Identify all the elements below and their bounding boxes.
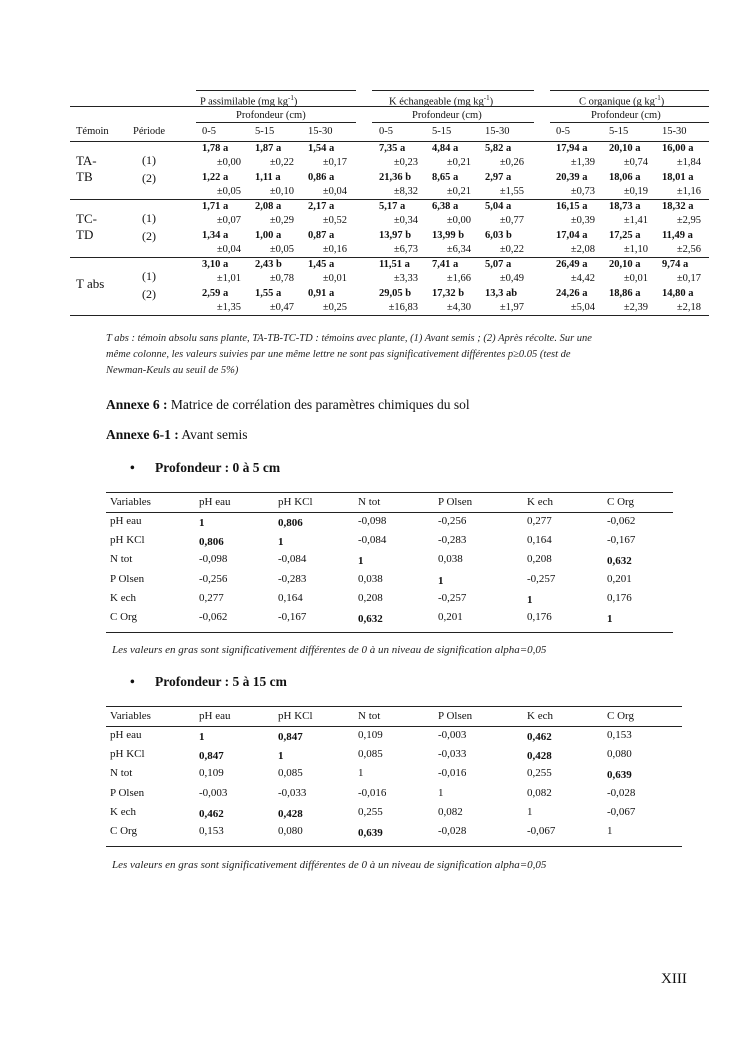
mean-value: 5,17 a: [379, 201, 406, 212]
depth-col-header: 5-15: [255, 126, 275, 137]
sd-value: ±0,05: [216, 186, 241, 197]
periode-label: (1): [142, 211, 156, 225]
sd-value: ±0,22: [269, 157, 294, 168]
mean-value: 17,04 a: [556, 230, 588, 241]
mean-value: 6,38 a: [432, 201, 459, 212]
mean-value: 3,10 a: [202, 259, 229, 270]
periode-label: (2): [142, 229, 156, 243]
sd-value: ±1,16: [676, 186, 701, 197]
sd-value: ±0,01: [322, 273, 347, 284]
mean-value: 18,86 a: [609, 288, 641, 299]
footnote-line: même colonne, les valeurs suivies par une même lettre ne sont pas significativement différentes p≥0.05 (test de: [106, 349, 571, 360]
mean-value: 21,36 b: [379, 172, 412, 183]
depth-col-header: 15-30: [662, 126, 687, 137]
periode-label: (2): [142, 171, 156, 185]
matrix-cell: 0,082: [438, 805, 463, 818]
sd-value: ±1,01: [216, 273, 241, 284]
sd-value: ±1,97: [499, 302, 524, 313]
matrix-cell: -0,257: [527, 572, 556, 585]
depth-col-header: 15-30: [485, 126, 510, 137]
sd-value: ±2,18: [676, 302, 701, 313]
matrix-cell: 0,153: [199, 825, 224, 837]
sd-value: ±0,73: [570, 186, 595, 197]
sd-value: ±2,56: [676, 244, 701, 255]
matrix-row-label: P Olsen: [110, 786, 145, 799]
depth-col-header: 0-5: [202, 126, 216, 137]
matrix-cell: 0,639: [607, 769, 632, 782]
matrix-row-label: C Org: [110, 611, 137, 623]
mean-value: 7,41 a: [432, 259, 459, 270]
mean-value: 17,25 a: [609, 230, 641, 241]
sd-value: ±16,83: [388, 302, 418, 313]
matrix-top-rule: [106, 706, 682, 707]
sd-value: ±0,17: [676, 273, 701, 284]
matrix-row-label: N tot: [110, 553, 133, 566]
matrix-cell: 0,109: [358, 729, 383, 741]
mean-value: 17,94 a: [556, 143, 588, 154]
sd-value: ±0,21: [446, 186, 471, 197]
mean-value: 26,49 a: [556, 259, 588, 270]
matrix-cell: 0,164: [527, 534, 552, 547]
sd-value: ±0,04: [322, 186, 347, 197]
matrix-cell: 0,847: [278, 731, 303, 743]
sd-value: ±1,35: [216, 302, 241, 313]
sd-value: ±2,95: [676, 215, 701, 226]
matrix-cell: 0,085: [358, 748, 383, 761]
matrix-cell: 1: [438, 574, 444, 587]
matrix-cell: -0,084: [358, 534, 387, 547]
matrix-cell: 0,109: [199, 767, 224, 780]
sd-value: ±2,08: [570, 244, 595, 255]
matrix-cell: 0,428: [278, 807, 303, 820]
depth-label-c: Profondeur (cm): [591, 110, 661, 121]
matrix-cell: -0,167: [607, 534, 636, 547]
mean-value: 0,87 a: [308, 230, 335, 241]
periode-label: (1): [142, 269, 156, 283]
sd-value: ±3,33: [393, 273, 418, 284]
matrix-cell: -0,256: [438, 515, 467, 527]
sd-value: ±2,39: [623, 302, 648, 313]
sd-value: ±0,78: [269, 273, 294, 284]
mean-value: 5,04 a: [485, 201, 512, 212]
matrix-cell: 0,462: [199, 807, 224, 820]
periode-label: (2): [142, 287, 156, 301]
mean-value: 1,54 a: [308, 143, 335, 154]
sd-value: ±0,29: [269, 215, 294, 226]
mean-value: 1,11 a: [255, 172, 281, 183]
matrix-cell: 0,277: [527, 515, 552, 527]
matrix-note-0-5: Les valeurs en gras sont significativement différentes de 0 à un niveau de signification alpha=0,05: [112, 644, 547, 656]
matrix-cell: -0,003: [199, 786, 228, 799]
mean-value: 20,10 a: [609, 259, 641, 270]
sd-value: ±6,73: [393, 244, 418, 255]
matrix-cell: -0,016: [438, 767, 467, 780]
matrix-bottom-rule: [106, 632, 673, 633]
matrix-col-header: pH eau: [199, 710, 231, 722]
matrix-cell: -0,257: [438, 591, 467, 604]
matrix-cell: 1: [278, 750, 284, 763]
matrix-cell: -0,283: [438, 534, 467, 547]
mean-value: 11,49 a: [662, 230, 693, 241]
footnote-line: T abs : témoin absolu sans plante, TA-TB-TC-TD : témoins avec plante, (1) Avant semis ; (2) Après récolte. Sur une: [106, 333, 592, 344]
mean-value: 1,71 a: [202, 201, 229, 212]
mean-value: 18,06 a: [609, 172, 641, 183]
temoin-label: TC- TD: [76, 211, 97, 242]
depth-col-header: 0-5: [379, 126, 393, 137]
matrix-cell: -0,016: [358, 786, 387, 799]
matrix-row-label: pH KCl: [110, 748, 145, 761]
sd-value: ±1,39: [570, 157, 595, 168]
matrix-cell: 0,201: [607, 572, 632, 585]
matrix-cell: 0,632: [358, 613, 383, 625]
sd-value: ±0,16: [322, 244, 347, 255]
matrix-cell: -0,098: [199, 553, 228, 566]
matrix-cell: -0,062: [199, 611, 228, 623]
matrix-col-header: C Org: [607, 710, 634, 722]
sd-value: ±0,10: [269, 186, 294, 197]
matrix-cell: -0,256: [199, 572, 228, 585]
matrix-row-label: pH eau: [110, 515, 142, 527]
sd-value: ±0,47: [269, 302, 294, 313]
matrix-cell: 0,255: [527, 767, 552, 780]
mean-value: 24,26 a: [556, 288, 588, 299]
mean-value: 9,74 a: [662, 259, 689, 270]
group-header-c: C organique (g $kg^{-1}$): [579, 94, 665, 108]
mean-value: 14,80 a: [662, 288, 694, 299]
temoin-label: TA- TB: [76, 153, 97, 184]
matrix-cell: 0,277: [199, 591, 224, 604]
matrix-row-label: C Org: [110, 825, 137, 837]
matrix-cell: 1: [358, 767, 364, 780]
matrix-col-header: pH KCl: [278, 496, 313, 508]
matrix-col-header: P Olsen: [438, 710, 473, 722]
matrix-cell: 0,632: [607, 555, 632, 568]
matrix-row-label: pH eau: [110, 729, 142, 741]
periode-label: (1): [142, 153, 156, 167]
footnote-line: Newman-Keuls au seuil de 5%): [106, 365, 239, 376]
matrix-cell: 0,080: [278, 825, 303, 837]
matrix-cell: 0,153: [607, 729, 632, 741]
mean-value: 18,73 a: [609, 201, 641, 212]
mean-value: 16,15 a: [556, 201, 588, 212]
sd-value: ±0,25: [322, 302, 347, 313]
sd-value: ±0,19: [623, 186, 648, 197]
mean-value: 13,3 ab: [485, 288, 518, 299]
matrix-cell: 0,428: [527, 750, 552, 763]
matrix-col-header: C Org: [607, 496, 634, 508]
sd-value: ±0,49: [499, 273, 524, 284]
sd-value: ±0,05: [269, 244, 294, 255]
matrix-cell: 0,082: [527, 786, 552, 799]
mean-value: 1,78 a: [202, 143, 229, 154]
mean-value: 7,35 a: [379, 143, 406, 154]
depth-col-header: 0-5: [556, 126, 570, 137]
matrix-cell: 0,806: [278, 517, 303, 529]
matrix-cell: 1: [278, 536, 284, 549]
mean-value: 4,84 a: [432, 143, 459, 154]
matrix-cell: -0,062: [607, 515, 636, 527]
sd-value: ±0,52: [322, 215, 347, 226]
matrix-cell: 0,255: [358, 805, 383, 818]
matrix-row-label: pH KCl: [110, 534, 145, 547]
matrix-col-header: pH KCl: [278, 710, 313, 722]
matrix-cell: 1: [527, 593, 533, 606]
matrix-cell: 1: [527, 805, 533, 818]
matrix-row-label: K ech: [110, 591, 136, 604]
matrix-cell: -0,028: [438, 825, 467, 837]
matrix-note-5-15: Les valeurs en gras sont significativement différentes de 0 à un niveau de signification alpha=0,05: [112, 859, 547, 871]
matrix-cell: 0,208: [358, 591, 383, 604]
mean-value: 1,00 a: [255, 230, 282, 241]
mean-value: 2,97 a: [485, 172, 512, 183]
matrix-cell: 0,038: [438, 553, 463, 566]
matrix-col-header: Variables: [110, 710, 151, 722]
matrix-cell: -0,098: [358, 515, 387, 527]
mean-value: 1,22 a: [202, 172, 229, 183]
matrix-cell: 0,208: [527, 553, 552, 566]
mean-value: 20,10 a: [609, 143, 641, 154]
sd-value: ±8,32: [393, 186, 418, 197]
mean-value: 20,39 a: [556, 172, 588, 183]
sd-value: ±0,34: [393, 215, 418, 226]
sd-value: ±0,26: [499, 157, 524, 168]
depth-col-header: 5-15: [432, 126, 452, 137]
matrix-cell: -0,067: [527, 825, 556, 837]
sd-value: ±1,10: [623, 244, 648, 255]
matrix-cell: 0,639: [358, 827, 383, 839]
matrix-cell: 0,176: [607, 591, 632, 604]
matrix-col-header: Variables: [110, 496, 151, 508]
matrix-cell: 1: [358, 555, 364, 568]
matrix-cell: -0,167: [278, 611, 307, 623]
sd-value: ±0,07: [216, 215, 241, 226]
bullet-dot: •: [130, 674, 135, 689]
matrix-cell: 1: [438, 786, 444, 799]
matrix-cell: -0,003: [438, 729, 467, 741]
sd-value: ±0,01: [623, 273, 648, 284]
matrix-top-rule: [106, 492, 673, 493]
matrix-col-header: K ech: [527, 710, 553, 722]
sd-value: ±4,30: [446, 302, 471, 313]
matrix-header-rule: [106, 726, 682, 727]
annexe-6-1-heading: Annexe 6-1 : Avant semis: [106, 427, 248, 442]
temoin-label: T abs: [76, 276, 105, 291]
matrix-row-label: K ech: [110, 805, 136, 818]
mean-value: 5,82 a: [485, 143, 512, 154]
col-temoin: Témoin: [76, 126, 109, 137]
matrix-cell: 0,164: [278, 591, 303, 604]
sd-value: ±0,23: [393, 157, 418, 168]
sd-value: ±0,39: [570, 215, 595, 226]
sd-value: ±0,77: [499, 215, 524, 226]
mean-value: 1,45 a: [308, 259, 335, 270]
mean-value: 11,51 a: [379, 259, 410, 270]
matrix-row-label: N tot: [110, 767, 133, 780]
mean-value: 18,32 a: [662, 201, 694, 212]
mean-value: 18,01 a: [662, 172, 694, 183]
matrix-cell: 1: [199, 517, 205, 529]
mean-value: 2,59 a: [202, 288, 229, 299]
mean-value: 8,65 a: [432, 172, 459, 183]
matrix-cell: 1: [607, 613, 613, 625]
mean-value: 17,32 b: [432, 288, 465, 299]
col-periode: Période: [133, 126, 166, 137]
matrix-row-label: P Olsen: [110, 572, 145, 585]
sd-value: ±1,41: [623, 215, 648, 226]
matrix-cell: 0,176: [527, 611, 552, 623]
mean-value: 13,99 b: [432, 230, 465, 241]
mean-value: 13,97 b: [379, 230, 412, 241]
matrix-cell: -0,084: [278, 553, 307, 566]
mean-value: 5,07 a: [485, 259, 512, 270]
mean-value: 29,05 b: [379, 288, 412, 299]
sd-value: ±0,04: [216, 244, 241, 255]
sd-value: ±1,55: [499, 186, 524, 197]
bullet-dot: •: [130, 460, 135, 475]
depth-col-header: 5-15: [609, 126, 629, 137]
matrix-cell: -0,033: [278, 786, 307, 799]
matrix-cell: 0,201: [438, 611, 463, 623]
matrix-cell: 0,038: [358, 572, 383, 585]
matrix-col-header: N tot: [358, 496, 381, 508]
mean-value: 1,34 a: [202, 230, 229, 241]
matrix-cell: -0,033: [438, 748, 467, 761]
matrix-cell: 0,080: [607, 748, 632, 761]
depth-label-p: Profondeur (cm): [236, 110, 306, 121]
mean-value: 1,55 a: [255, 288, 282, 299]
sd-value: ±4,42: [570, 273, 595, 284]
matrix-cell: 0,806: [199, 536, 224, 549]
mean-value: 16,00 a: [662, 143, 694, 154]
sd-value: ±5,04: [570, 302, 595, 313]
sd-value: ±0,22: [499, 244, 524, 255]
sd-value: ±0,21: [446, 157, 471, 168]
page-number: XIII: [661, 971, 687, 987]
mean-value: 0,86 a: [308, 172, 335, 183]
matrix-cell: 1: [199, 731, 205, 743]
mean-value: 0,91 a: [308, 288, 335, 299]
depth-label-k: Profondeur (cm): [412, 110, 482, 121]
mean-value: 1,87 a: [255, 143, 282, 154]
matrix-cell: 0,085: [278, 767, 303, 780]
sd-value: ±6,34: [446, 244, 471, 255]
matrix-header-rule: [106, 512, 673, 513]
sd-value: ±0,17: [322, 157, 347, 168]
matrix-cell: 1: [607, 825, 613, 837]
matrix-col-header: pH eau: [199, 496, 231, 508]
mean-value: 2,17 a: [308, 201, 335, 212]
group-header-p: P assimilable (mg $kg^{-1}$): [200, 94, 298, 108]
matrix-col-header: N tot: [358, 710, 381, 722]
sd-value: ±0,74: [623, 157, 648, 168]
matrix-bottom-rule: [106, 846, 682, 847]
group-header-k: K échangeable (mg $kg^{-1}$): [389, 94, 494, 108]
depth-col-header: 15-30: [308, 126, 333, 137]
sd-value: ±1,66: [446, 273, 471, 284]
sd-value: ±0,00: [446, 215, 471, 226]
matrix-cell: 0,847: [199, 750, 224, 763]
matrix-cell: 0,462: [527, 731, 552, 743]
matrix-cell: -0,028: [607, 786, 636, 799]
matrix-col-header: K ech: [527, 496, 553, 508]
sd-value: ±0,00: [216, 157, 241, 168]
matrix-col-header: P Olsen: [438, 496, 473, 508]
annexe-6-heading: Annexe 6 : Matrice de corrélation des paramètres chimiques du sol: [106, 397, 470, 412]
matrix-cell: -0,067: [607, 805, 636, 818]
mean-value: 2,43 b: [255, 259, 282, 270]
sd-value: ±1,84: [676, 157, 701, 168]
mean-value: 2,08 a: [255, 201, 282, 212]
mean-value: 6,03 b: [485, 230, 512, 241]
matrix-cell: -0,283: [278, 572, 307, 585]
